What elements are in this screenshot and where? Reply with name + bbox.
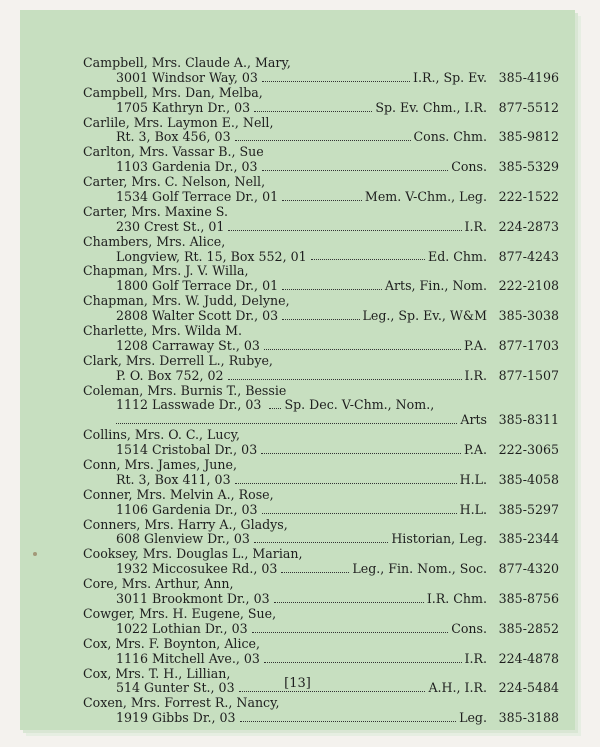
entry-list [83,56,559,726]
paper-spot [33,552,37,556]
entry-name: Carlile, Mrs. Laymon E., Nell, [83,114,274,130]
entry-role: Leg., Sp. Ev., W&M [362,308,487,324]
directory-entry [83,294,559,324]
entry-detail-line [83,592,559,607]
entry-detail-line [83,71,559,86]
entry-phone: 385-4058 [498,471,559,487]
leader-dots [282,289,382,290]
directory-entry [83,547,559,577]
entry-role: P.A. [463,337,487,353]
entry-address: 608 Glenview Dr., 03 [116,531,250,547]
entry-role: Leg. [459,710,487,726]
entry-address: 1800 Golf Terrace Dr., 01 [116,278,279,294]
entry-role: I.R., Sp. Ev. [413,69,487,85]
entry-role: Arts, Fin., Nom. [384,278,487,294]
page-number: [13] [284,676,311,691]
entry-phone: 877-1507 [498,367,559,383]
entry-name: Cooksey, Mrs. Douglas L., Marian, [83,546,303,562]
entry-phone: 385-5297 [498,501,559,517]
entry-address: 1022 Lothian Dr., 03 [116,620,248,636]
entry-role: Mem. V-Chm., Leg. [364,189,487,204]
entry-detail-line [83,398,559,413]
entry-address: 1106 Gardenia Dr., 03 [116,501,258,517]
entry-role: Cons. [451,159,487,175]
entry-role: Sp. Ev. Chm., I.R. [375,99,487,115]
entry-role: H.L. [459,471,487,487]
leader-dots [281,572,349,573]
entry-phone: 385-8311 [498,412,559,428]
entry-phone: 877-1703 [498,337,559,353]
entry-address: 1112 Lasswade Dr., 03 [116,397,262,413]
leader-dots [269,408,281,409]
leader-dots [262,513,457,514]
leader-dots [228,379,462,380]
entry-address: Rt. 3, Box 456, 03 [116,129,231,145]
entry-name: Carter, Mrs. Maxine S. [83,203,228,219]
directory-entry [83,205,559,235]
entry-phone: 877-4243 [498,248,559,264]
entry-address: 1932 Miccosukee Rd., 03 [116,561,278,577]
entry-phone: 224-5484 [498,680,559,696]
leader-dots [235,140,411,141]
leader-dots [282,319,359,320]
entry-role: Cons. Chm. [413,129,487,145]
entry-name: Cowger, Mrs. H. Eugene, Sue, [83,605,277,621]
entry-phone: 385-2344 [498,531,559,547]
directory-entry [83,116,559,146]
entry-address: Longview, Rt. 15, Box 552, 01 [116,248,307,264]
entry-name: Charlette, Mrs. Wilda M. [83,323,242,339]
entry-name: Clark, Mrs. Derrell L., Rubye, [83,352,273,368]
entry-role: I.R. [464,650,487,666]
entry-role: H.L. [459,501,487,517]
directory-entry [83,577,559,607]
entry-address: 1919 Gibbs Dr., 03 [116,710,236,726]
entry-name: Campbell, Mrs. Dan, Melba, [83,84,263,100]
entry-role: I.R. [464,367,487,383]
directory-entry [83,428,559,458]
directory-entry [83,235,559,265]
entry-phone: 385-8756 [498,591,559,607]
directory-entry [83,145,559,175]
directory-entry [83,696,559,726]
entry-detail-line [83,309,559,324]
entry-detail-line [83,711,559,726]
entry-name: Carter, Mrs. C. Nelson, Nell, [83,174,266,190]
entry-detail-line [83,533,559,548]
entry-role: Arts [460,412,487,428]
entry-phone: 224-2873 [498,218,559,234]
entry-phone: 877-5512 [498,99,559,115]
entry-role: P.A. [463,442,487,458]
leader-dots [262,170,449,171]
entry-address: 1705 Kathryn Dr., 03 [116,99,251,115]
entry-name: Carlton, Mrs. Vassar B., Sue [83,144,264,160]
entry-phone: 385-3038 [498,308,559,324]
entry-name: Chambers, Mrs. Alice, [83,233,226,249]
directory-entry [83,607,559,637]
directory-entry [83,56,559,86]
entry-detail-line [83,279,559,294]
entry-name: Conners, Mrs. Harry A., Gladys, [83,516,288,532]
entry-detail-line [83,562,559,577]
leader-dots [254,111,372,112]
entry-name: Coxen, Mrs. Forrest R., Nancy, [83,695,280,711]
leader-dots [264,662,462,663]
entry-address: 1103 Gardenia Dr., 03 [116,159,258,175]
entry-phone: 385-4196 [498,69,559,85]
directory-entry [83,324,559,354]
entry-role: Ed. Chm. [428,248,487,264]
entry-name: Conner, Mrs. Melvin A., Rose, [83,486,274,502]
entry-address: 3001 Windsor Way, 03 [116,69,258,85]
leader-dots [252,632,449,633]
directory-page [20,10,575,730]
leader-dots [254,542,388,543]
entry-phone: 385-2852 [498,620,559,636]
entry-phone: 877-4320 [498,561,559,577]
entry-detail-line [83,160,559,175]
directory-entry [83,518,559,548]
entry-role: I.R. [464,218,487,234]
directory-entry [83,384,559,429]
leader-dots [264,349,461,350]
entry-address: 1116 Mitchell Ave., 03 [116,650,260,666]
entry-detail-line [83,339,559,354]
entry-detail-line [83,190,559,205]
entry-phone: 222-1522 [498,189,559,204]
entry-name: Chapman, Mrs. W. Judd, Delyne, [83,293,290,309]
entry-address: P. O. Box 752, 02 [116,367,224,383]
entry-address: 1208 Carraway St., 03 [116,337,260,353]
entry-address: 514 Gunter St., 03 [116,680,235,696]
entry-name: Cox, Mrs. T. H., Lillian, [83,665,231,681]
entry-role: Historian, Leg. [391,531,487,547]
entry-name: Campbell, Mrs. Claude A., Mary, [83,54,291,70]
directory-entry [83,175,559,205]
directory-entry [83,488,559,518]
entry-name: Collins, Mrs. O. C., Lucy, [83,427,241,443]
directory-entry [83,86,559,116]
leader-dots [235,483,457,484]
leader-dots [240,721,457,722]
entry-role: A.H., I.R. [428,680,487,696]
entry-detail-line [83,413,559,428]
entry-role: I.R. Chm. [426,591,487,607]
entry-detail-line [83,503,559,518]
directory-entry [83,354,559,384]
directory-entry [83,458,559,488]
leader-dots [239,691,426,692]
entry-phone: 385-9812 [498,129,559,145]
leader-dots [282,200,362,201]
entry-address: 2808 Walter Scott Dr., 03 [116,308,279,324]
entry-detail-line [83,443,559,458]
entry-address: 1534 Golf Terrace Dr., 01 [116,189,279,204]
entry-detail-line [83,652,559,667]
entry-name: Conn, Mrs. James, June, [83,457,237,473]
entry-phone: 385-5329 [498,159,559,175]
directory-entry [83,637,559,667]
directory-entry [83,264,559,294]
leader-dots [261,453,461,454]
entry-role: Cons. [451,620,487,636]
entry-name: Cox, Mrs. F. Boynton, Alice, [83,635,260,651]
entry-detail-line [83,220,559,235]
entry-detail-line [83,473,559,488]
entry-phone: 222-3065 [498,442,559,458]
entry-detail-line [83,101,559,116]
leader-dots [262,81,410,82]
entry-detail-line [83,250,559,265]
entry-address: 3011 Brookmont Dr., 03 [116,591,270,607]
entry-role: Sp. Dec. V-Chm., Nom., [284,397,435,413]
leader-dots [274,602,424,603]
entry-name: Coleman, Mrs. Burnis T., Bessie [83,382,287,398]
entry-phone: 224-4878 [498,650,559,666]
entry-name: Chapman, Mrs. J. V. Willa, [83,263,249,279]
entry-address: 1514 Cristobal Dr., 03 [116,442,258,458]
leader-dots [228,230,461,231]
leader-dots [116,423,457,424]
entry-phone: 222-2108 [498,278,559,294]
entry-name: Core, Mrs. Arthur, Ann, [83,576,234,592]
entry-address: Rt. 3, Box 411, 03 [116,471,231,487]
entry-role: Leg., Fin. Nom., Soc. [352,561,487,577]
leader-dots [311,259,425,260]
entry-detail-line [83,369,559,384]
entry-address: 230 Crest St., 01 [116,218,225,234]
entry-phone: 385-3188 [498,710,559,726]
entry-detail-line [83,622,559,637]
entry-detail-line [83,130,559,145]
